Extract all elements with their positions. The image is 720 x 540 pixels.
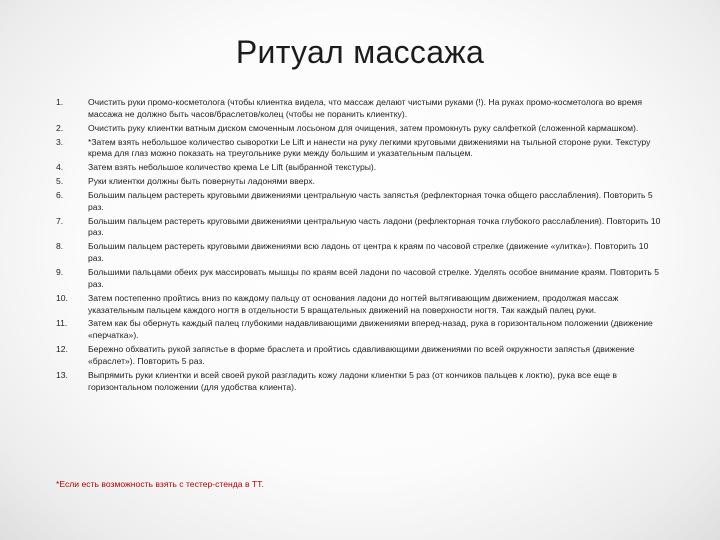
list-item [56,293,662,317]
list-item [56,162,662,174]
step-number: 9. [56,266,64,277]
step-text: Выпрямить руки клиентки и всей своей рукой разгладить кожу ладони клиентки 5 раз (от кончиков пальцев к локтю), рука все еще в горизонтальном положении (для удобства клиента). [88,369,617,392]
step-text: Затем как бы обернуть каждый палец глубокими надавливающими движениями вперед-назад, рука в горизонтальном положении (движение «перчатка»). [88,318,653,341]
step-number: 13. [56,369,68,380]
list-item [56,216,662,240]
list-item [56,123,662,135]
steps-list [56,97,662,395]
list-item [56,190,662,214]
step-number: 8. [56,241,64,252]
step-text: Затем постепенно пройтись вниз по каждому пальцу от основания ладони до ногтей вытягивающим движением, продолжая массаж указательным пальцем каждого ногтя в отдельности 5 вращательных движений на поверхности ногтя. Так каждый палец руки. [88,292,619,315]
step-number: 1. [56,97,64,107]
step-number: 12. [56,344,68,355]
list-item [56,241,662,265]
step-text: *Затем взять небольшое количество сыворотки Le Lift и нанести на руку легкими круговыми движениями на тыльной стороне руки. Текстуру крема для глаз можно показать на треугольнике руки между большим и указательным пальцем. [88,136,651,159]
step-number: 2. [56,122,64,133]
step-number: 4. [56,162,64,173]
step-text: Большим пальцем растереть круговыми движениями центральную часть запястья (рефлекторная точка общего расслабления). Повторить 5 раз. [88,189,653,212]
list-item [56,97,662,121]
list-item [56,344,662,368]
step-text: Руки клиентки должны быть повернуты ладонями вверх. [88,176,315,186]
step-text: Очистить руки промо-косметолога (чтобы клиентка видела, что массаж делают чистыми руками (!). На руках промо-косметолога во время массажа не должно быть часов/браслетов/колец (чтобы не поранить клиентку). [88,97,643,119]
list-item [56,176,662,188]
step-number: 5. [56,176,64,186]
step-text: Затем взять небольшое количество крема Le Lift (выбранной текстуры). [88,162,377,173]
step-text: Большими пальцами обеих рук массировать мышцы по краям всей ладони по часовой стрелке. Уделять особое внимание краям. Повторить 5 раз. [88,266,660,289]
step-text: Очистить руку клиентки ватным диском смоченным лосьоном для очищения, затем промокнуть руку салфеткой (сложенной кармашком). [88,122,639,133]
list-item [56,267,662,291]
footnote: *Если есть возможность взять с тестер-стенда в ТТ. [56,479,264,489]
list-item [56,318,662,342]
slide-title: Ритуал массажа [235,34,485,70]
step-text: Большим пальцем растереть круговыми движениями всю ладонь от центра к краям по часовой стрелке (движение «улитка»). Повторить 10 раз. [88,241,649,264]
step-text: Бережно обхватить рукой запястье в форме браслета и пройтись сдавливающими движениями по всей окружности запястья (движение «браслет»). Повторить 5 раз. [88,344,635,366]
step-number: 10. [56,292,68,303]
step-number: 7. [56,215,64,226]
step-number: 6. [56,189,64,200]
list-item [56,137,662,161]
list-item [56,370,662,394]
step-number: 11. [56,318,68,329]
step-text: Большим пальцем растереть круговыми движениями центральную часть ладони (рефлекторная точка глубокого расслабления). Повторить 10 раз. [88,215,661,238]
step-number: 3. [56,136,64,147]
